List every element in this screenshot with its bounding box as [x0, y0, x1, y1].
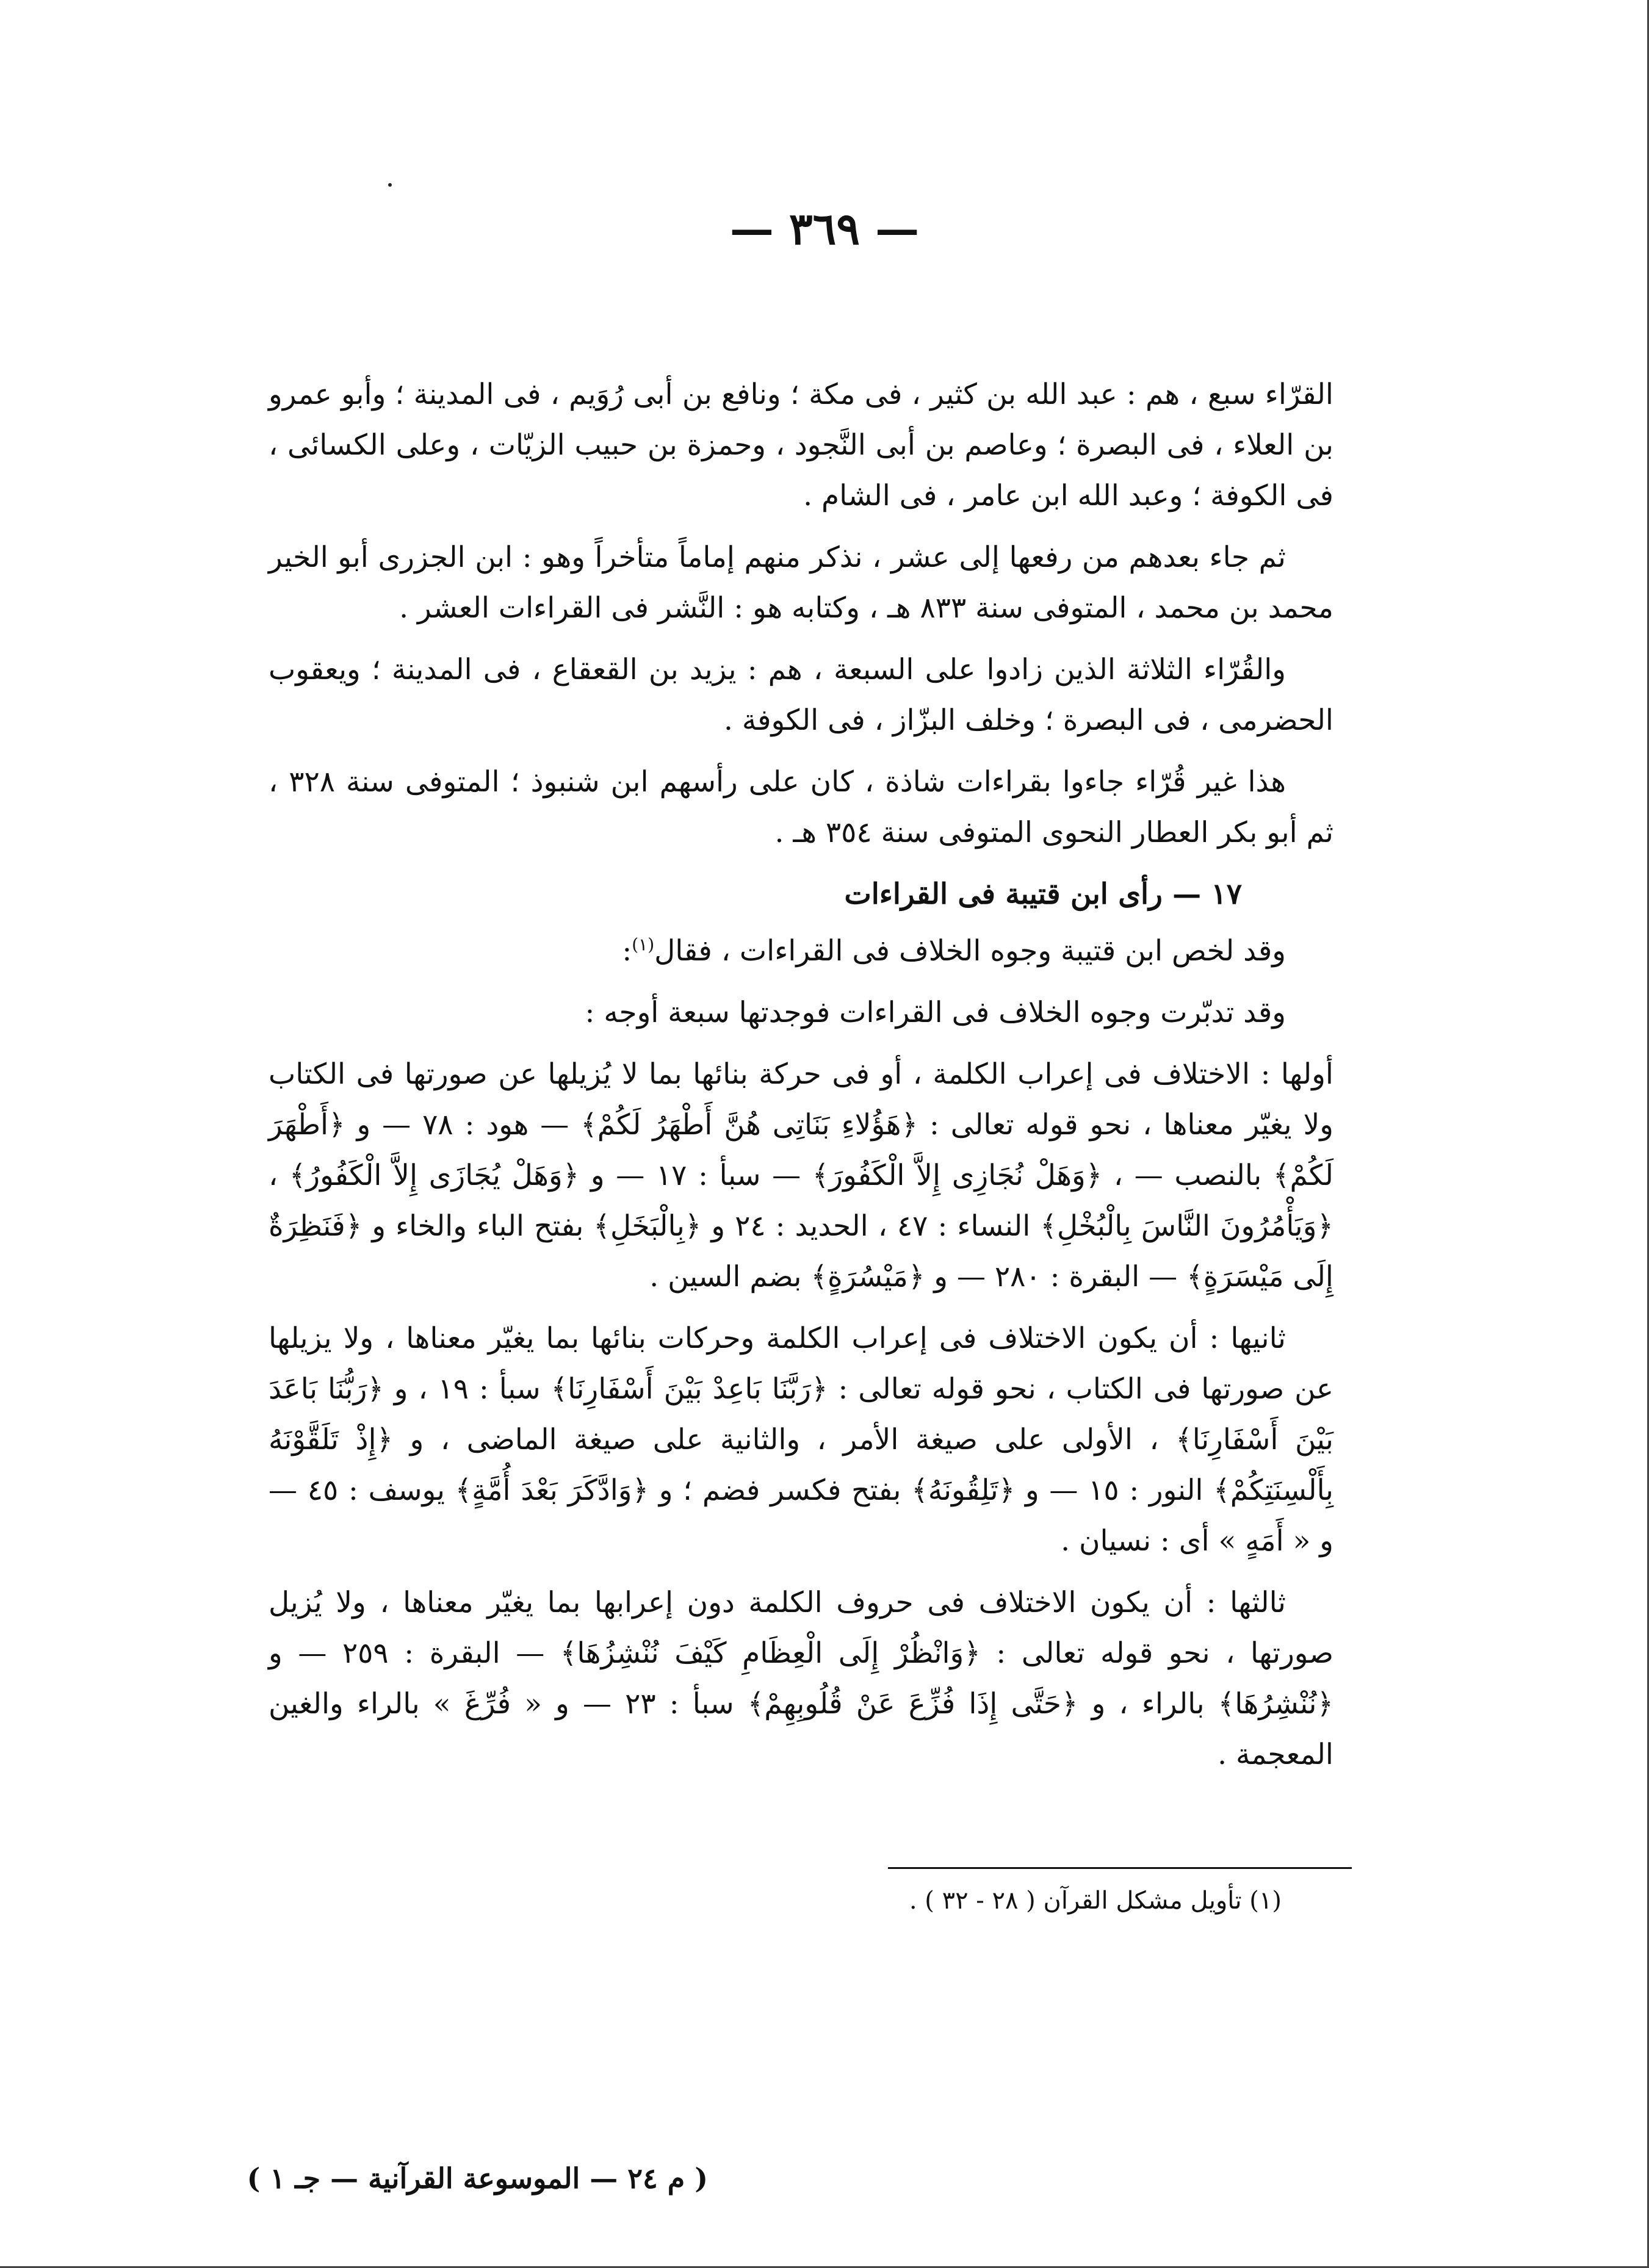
paragraph-three-readers: والقُرّاء الثلاثة الذين زادوا على السبعة ، هم : يزيد بن القعقاع ، فى المدينة ؛ ويعقوب الحضرمى ، فى البصرة ؛ وخلف البزّاز ، فى الكوفة . [269, 653, 1333, 737]
scan-speck [388, 183, 392, 187]
paragraph-shadh-readers: هذا غير قُرّاء جاءوا بقراءات شاذة ، كان على رأسهم ابن شنبوذ ؛ المتوفى سنة ٣٢٨ ، ثم أبو بكر العطار النحوى المتوفى سنة ٣٥٤ هـ . [269, 765, 1333, 849]
paragraph-seven-aspects: وقد تدبّرت وجوه الخلاف فى القراءات فوجدتها سبعة أوجه : [585, 996, 1286, 1029]
footnote-ref: (١) [632, 934, 655, 955]
paragraph-readers-ten: ثم جاء بعدهم من رفعها إلى عشر ، نذكر منهم إماماً متأخراً وهو : ابن الجزرى أبو الخير محمد بن محمد ، المتوفى سنة ٨٣٣ هـ ، وكتابه هو : النَّشر فى القراءات العشر . [269, 541, 1333, 625]
page-number: — ٣٦٩ — [729, 203, 920, 254]
footnote: (١) تأويل مشكل القرآن ( ٢٨ - ٣٢ ) . [909, 1887, 1282, 1915]
section-heading: ١٧ — رأى ابن قتيبة فى القراءات [844, 877, 1242, 911]
intro-text: وقد لخص ابن قتيبة وجوه الخلاف فى القراءات ، فقال [654, 934, 1286, 968]
main-text [269, 369, 1333, 1791]
intro-colon: : [622, 934, 632, 968]
paragraph-readers-seven: القرّاء سبع ، هم : عبد الله بن كثير ، فى مكة ؛ ونافع بن أبى رُوَيم ، فى المدينة ؛ وأبو عمرو بن العلاء ، فى البصرة ؛ وعاصم بن أبى النَّجود ، وحمزة بن حبيب الزيّات ، وعلى الكسائى ، فى الكوفة ؛ وعبد الله ابن عامر ، فى الشام . [269, 378, 1333, 513]
paragraph-second-aspect: ثانيها : أن يكون الاختلاف فى إعراب الكلمة وحركات بنائها بما يغيّر معناها ، ولا يزيلها عن صورتها فى الكتاب ، نحو قوله تعالى : ﴿رَبَّنَا بَاعِدْ بَيْنَ أَسْفَارِنَا﴾ سبأ : ١٩ ، و ﴿رَبُّنَا بَاعَدَ بَيْنَ أَسْفَارِنَا﴾ ، الأولى على صيغة الأمر ، والثانية على صيغة الماضى ، و ﴿إِذْ تَلَقَّوْنَهُ بِأَلْسِنَتِكُمْ﴾ النور : ١٥ — و ﴿تَلِقُونَهُ﴾ بفتح فكسر فضم ؛ و ﴿وَادَّكَرَ بَعْدَ أُمَّةٍ﴾ يوسف : ٤٥ — و « أَمَهٍ » أى : نسيان . [269, 1322, 1333, 1558]
printer-signature: ( م ٢٤ — الموسوعة القرآنية — جـ ١ ) [247, 2162, 708, 2195]
paragraph-first-aspect: أولها : الاختلاف فى إعراب الكلمة ، أو فى حركة بنائها بما لا يُزيلها عن صورتها فى الكتاب ولا يغيّر معناها ، نحو قوله تعالى : ﴿هَؤُلاءِ بَنَاتِى هُنَّ أَطْهَرُ لَكُمْ﴾ — هود : ٧٨ — و ﴿أَطْهَرَ لَكُمْ﴾ بالنصب — ، ﴿وَهَلْ نُجَازِى إِلاَّ الْكَفُورَ﴾ — سبأ : ١٧ — و ﴿وَهَلْ يُجَازَى إِلاَّ الْكَفُورُ﴾ ، ﴿وَيَأْمُرُونَ النَّاسَ بِالْبُخْلِ﴾ النساء : ٤٧ ، الحديد : ٢٤ و ﴿بِالْبَخَلِ﴾ بفتح الباء والخاء و ﴿فَنَظِرَةٌ إِلَى مَيْسَرَةٍ﴾ — البقرة : ٢٨٠ — و ﴿مَيْسُرَةٍ﴾ بضم السين . [269, 1057, 1334, 1294]
paragraph-third-aspect: ثالثها : أن يكون الاختلاف فى حروف الكلمة دون إعرابها بما يغيّر معناها ، ولا يُزيل صورتها ، نحو قوله تعالى : ﴿وَانْظُرْ إِلَى الْعِظَامِ كَيْفَ نُنْشِزُهَا﴾ — البقرة : ٢٥٩ — و ﴿نُنْشِرُهَا﴾ بالراء ، و ﴿حَتَّى إِذَا فُزِّعَ عَنْ قُلُوبِهِمْ﴾ سبأ : ٢٣ — و « فُرِّغَ » بالراء والغين المعجمة . [269, 1586, 1333, 1771]
footnote-divider [888, 1867, 1352, 1869]
paragraph-ibn-qutayba-intro [269, 926, 1333, 976]
